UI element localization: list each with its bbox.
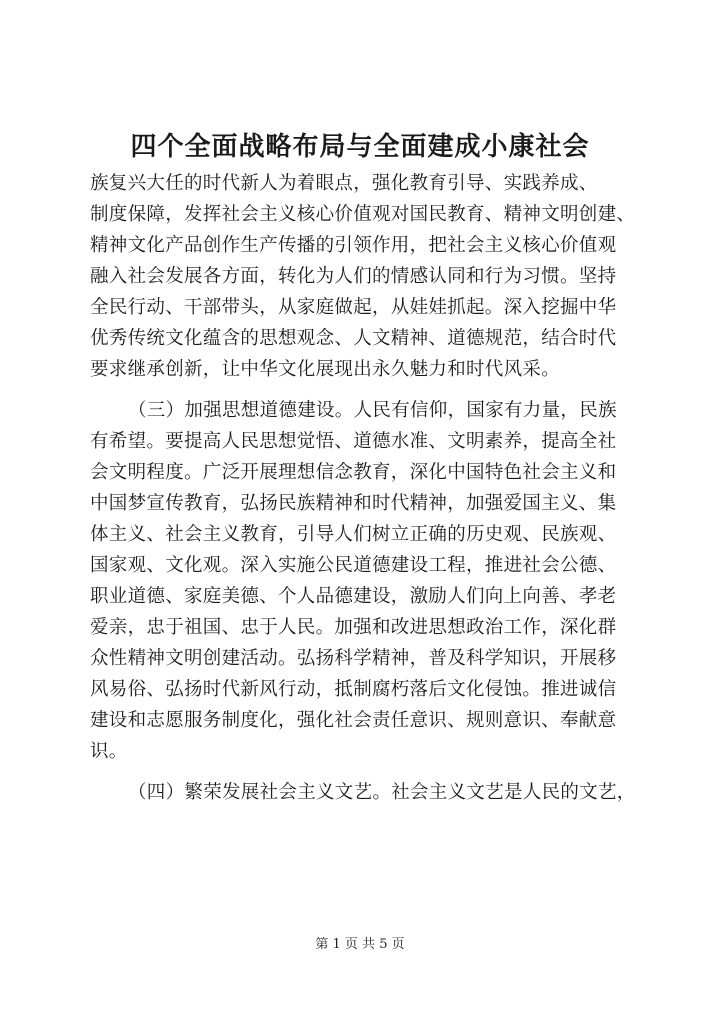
text-line: 会文明程度。广泛开展理想信念教育，深化中国特色社会主义和 <box>90 462 617 483</box>
text-line: 众性精神文明创建活动。弘扬科学精神，普及科学知识，开展移 <box>90 648 617 669</box>
document-title: 四个全面战略布局与全面建成小康社会 <box>130 132 590 162</box>
text-line: 融入社会发展各方面，转化为人们的情感认同和行为习惯。坚持 <box>90 266 617 287</box>
text-line: 精神文化产品创作生产传播的引领作用，把社会主义核心价值观 <box>90 235 617 256</box>
text-line: 中国梦宣传教育，弘扬民族精神和时代精神，加强爱国主义、集 <box>90 493 617 514</box>
text-line: 建设和志愿服务制度化，强化社会责任意识、规则意识、奉献意 <box>90 710 617 731</box>
text-line: 体主义、社会主义教育，引导人们树立正确的历史观、民族观、 <box>90 524 617 545</box>
text-line: （四）繁荣发展社会主义文艺。社会主义文艺是人民的文艺， <box>128 782 636 803</box>
text-line: 职业道德、家庭美德、个人品德建设，激励人们向上向善、孝老 <box>90 586 617 607</box>
text-line: 优秀传统文化蕴含的思想观念、人文精神、道德规范，结合时代 <box>90 328 617 349</box>
paragraph-1 <box>90 168 636 385</box>
paragraph-2 <box>90 395 632 767</box>
document-body <box>90 168 636 808</box>
text-line: 风易俗、弘扬时代新风行动，抵制腐朽落后文化侵蚀。推进诚信 <box>90 679 617 700</box>
text-line: 有希望。要提高人民思想觉悟、道德水准、文明素养，提高全社 <box>90 431 617 452</box>
text-line: 全民行动、干部带头，从家庭做起，从娃娃抓起。深入挖掘中华 <box>90 297 617 318</box>
text-line: 要求继承创新，让中华文化展现出永久魅力和时代风采。 <box>90 359 561 380</box>
text-line: 国家观、文化观。深入实施公民道德建设工程，推进社会公德、 <box>90 555 617 576</box>
paragraph-3 <box>90 777 636 808</box>
text-line: 识。 <box>90 741 128 762</box>
text-line: （三）加强思想道德建设。人民有信仰，国家有力量，民族 <box>128 400 617 421</box>
text-line: 爱亲，忠于祖国、忠于人民。加强和改进思想政治工作，深化群 <box>90 617 617 638</box>
text-line: 制度保障，发挥社会主义核心价值观对国民教育、精神文明创建、 <box>90 204 636 225</box>
page-number-footer: 第 1 页 共 5 页 <box>315 937 405 952</box>
text-line: 族复兴大任的时代新人为着眼点，强化教育引导、实践养成、 <box>90 173 598 194</box>
